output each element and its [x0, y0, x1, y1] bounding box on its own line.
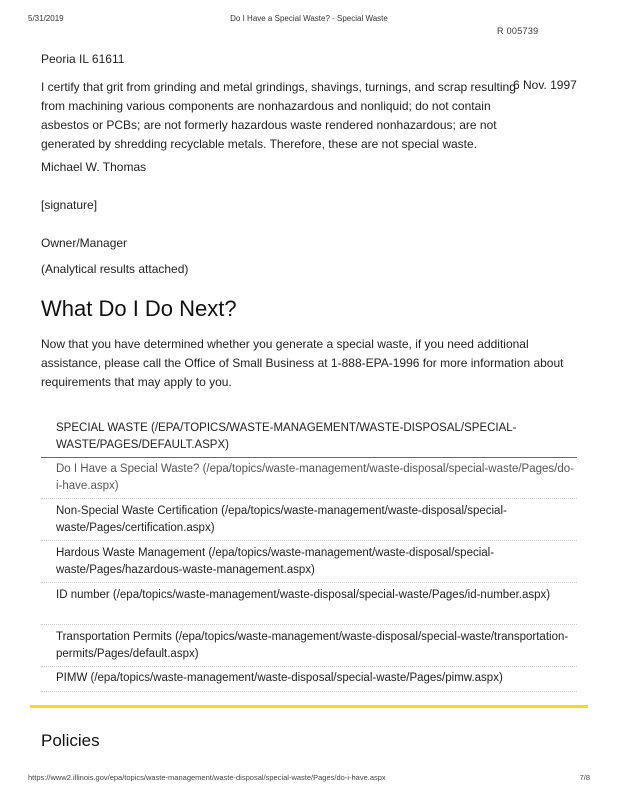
related-links-list [41, 417, 577, 692]
policies-heading: Policies [41, 731, 100, 750]
print-url: https://www2.illinois.gov/epa/topics/waste-management/waste-disposal/special-waste/Pages/do-i-have.aspx [28, 773, 386, 782]
certification-statement: I certify that grit from grinding and metal grindings, shavings, turnings, and scrap resulting from machining various components are nonhazardous and nonliquid; do not contain asbestos or PCBs; are not formerly hazardous waste rendered nonhazardous; are not generated by shredding recyclable metals. Therefore, these are not special waste. [41, 80, 516, 151]
link-do-i-have-special-waste[interactable]: Do I Have a Special Waste? (/epa/topics/waste-management/waste-disposal/special-waste/Pages/do-i-have.aspx) [41, 458, 577, 499]
print-page-title: Do I Have a Special Waste? - Special Waste [230, 14, 388, 23]
print-page-number: 7/8 [579, 773, 590, 782]
print-date: 5/31/2019 [28, 14, 64, 23]
footer-divider [30, 705, 588, 708]
next-steps-heading: What Do I Do Next? [41, 296, 237, 321]
certifier-name: Michael W. Thomas [41, 160, 147, 174]
signature-placeholder: [signature] [41, 198, 98, 212]
analytical-note: (Analytical results attached) [41, 262, 189, 276]
certifier-role: Owner/Manager [41, 236, 128, 250]
link-non-special-waste-certification[interactable]: Non-Special Waste Certification (/epa/topics/waste-management/waste-disposal/special-waste/Pages/certification.aspx) [41, 499, 577, 541]
next-steps-body: Now that you have determined whether you generate a special waste, if you need additional assistance, please call the Office of Small Business at 1-888-EPA-1996 for more information about requirements that may apply to you. [41, 337, 564, 389]
link-special-waste-section[interactable]: SPECIAL WASTE (/EPA/TOPICS/WASTE-MANAGEMENT/WASTE-DISPOSAL/SPECIAL-WASTE/PAGES/DEFAULT.ASPX) [41, 417, 577, 458]
certification-date: 6 Nov. 1997 [513, 78, 577, 92]
letterhead-address: Peoria IL 61611 [41, 52, 125, 66]
link-transportation-permits[interactable]: Transportation Permits (/epa/topics/waste-management/waste-disposal/special-waste/transportation-permits/Pages/default.aspx) [41, 625, 577, 667]
bates-number: R 005739 [497, 26, 539, 36]
link-id-number[interactable]: ID number (/epa/topics/waste-management/waste-disposal/special-waste/Pages/id-number.aspx) [41, 583, 577, 625]
link-hazardous-waste-management[interactable]: Hardous Waste Management (/epa/topics/waste-management/waste-disposal/special-waste/Pages/hazardous-waste-management.aspx) [41, 541, 577, 583]
link-pimw[interactable]: PIMW (/epa/topics/waste-management/waste-disposal/special-waste/Pages/pimw.aspx) [41, 667, 577, 692]
